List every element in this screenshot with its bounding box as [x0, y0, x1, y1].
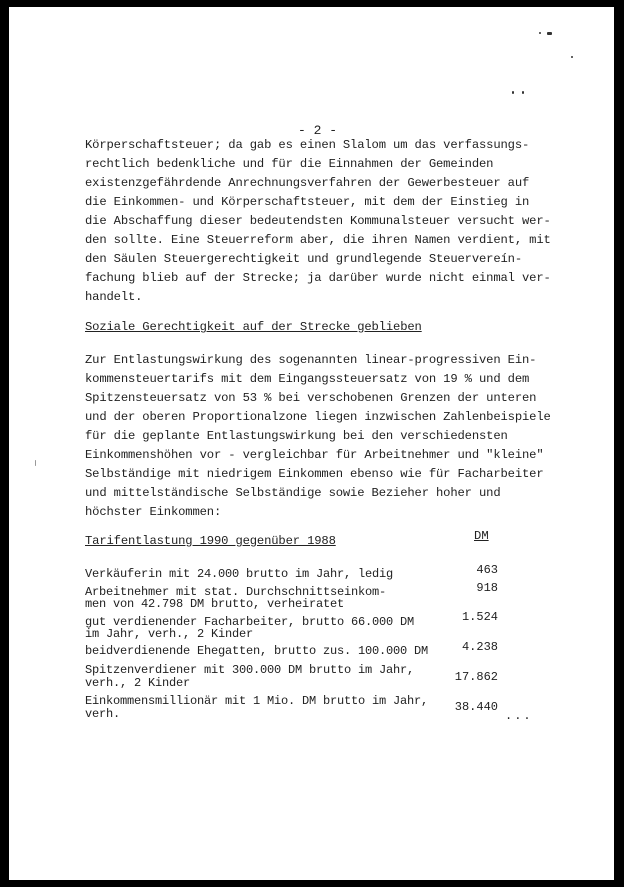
table-row-label: Verkäuferin mit 24.000 brutto im Jahr, ledig	[85, 567, 394, 581]
paragraph-line: existenzgefährdende Anrechnungsverfahren der Gewerbesteuer auf	[85, 176, 530, 190]
table-row-label: verh.	[85, 707, 121, 721]
paragraph-line: kommensteuertarifs mit dem Eingangssteuersatz von 19 % und dem	[85, 372, 530, 386]
table-row-label: men von 42.798 DM brutto, verheiratet	[85, 597, 345, 611]
table-row-value: 17.862	[454, 670, 498, 684]
paragraph-line: rechtlich bedenkliche und für die Einnahmen der Gemeinden	[85, 157, 494, 171]
scan-speck	[571, 56, 573, 58]
table-row-label: im Jahr, verh., 2 Kinder	[85, 627, 254, 641]
table-row-label: gut verdienender Facharbeiter, brutto 66.000 DM	[85, 615, 415, 629]
section-heading: Soziale Gerechtigkeit auf der Strecke geblieben	[85, 320, 422, 334]
scan-speck	[512, 91, 514, 94]
paragraph-line: Zur Entlastungswirkung des sogenannten linear-progressiven Ein-	[85, 353, 537, 367]
table-row-value: 1.524	[461, 610, 498, 624]
scan-speck	[35, 460, 36, 466]
paragraph-line: den sollte. Eine Steuerreform aber, die ihren Namen verdient, mit	[85, 233, 551, 247]
paragraph-line: handelt.	[85, 290, 143, 304]
paragraph-line: Selbständige mit niedrigem Einkommen ebenso wie für Facharbeiter	[85, 467, 544, 481]
table-row-label: Einkommensmillionär mit 1 Mio. DM brutto im Jahr,	[85, 694, 429, 708]
table-row-value: 4.238	[461, 640, 498, 654]
table-row-label: Spitzenverdiener mit 300.000 DM brutto im Jahr,	[85, 663, 415, 677]
table-row-label: beidverdienende Ehegatten, brutto zus. 100.000 DM	[85, 644, 429, 658]
table-header-label: Tarifentlastung 1990 gegenüber 1988	[85, 534, 336, 548]
paragraph-line: Spitzensteuersatz von 53 % bei verschobenen Grenzen der unteren	[85, 391, 537, 405]
paragraph-line: den Säulen Steuergerechtigkeit und grundlegende Steuervereín-	[85, 252, 522, 266]
table-row-value: 38.440	[454, 700, 498, 714]
table-header-unit: DM	[474, 529, 489, 543]
paragraph-line: die Einkommen- und Körperschaftsteuer, mit dem der Einstieg in	[85, 195, 530, 209]
table-row-value: 463	[476, 563, 498, 577]
continuation-mark: ...	[505, 709, 533, 723]
scan-speck	[547, 32, 552, 35]
scan-speck	[539, 32, 541, 34]
paragraph-line: Körperschaftsteuer; da gab es einen Slalom um das verfassungs-	[85, 138, 530, 152]
paragraph-line: Einkommenshöhen vor - vergleichbar für Arbeitnehmer und "kleine"	[85, 448, 544, 462]
paragraph-line: die Abschaffung dieser bedeutendsten Kommunalsteuer versucht wer-	[85, 214, 551, 228]
table-row-label: verh., 2 Kinder	[85, 676, 191, 690]
table-row-value: 918	[476, 581, 498, 595]
paragraph-line: für die geplante Entlastungswirkung bei den verschiedensten	[85, 429, 508, 443]
paragraph-line: und mittelständische Selbständige sowie Bezieher hoher und	[85, 486, 501, 500]
table-row-label: Arbeitnehmer mit stat. Durchschnittseinkom-	[85, 585, 387, 599]
page-number: - 2 -	[298, 123, 338, 138]
paragraph-line: fachung blieb auf der Strecke; ja darüber wurde nicht einmal ver-	[85, 271, 551, 285]
scan-speck	[522, 91, 524, 94]
paragraph-line: und der oberen Proportionalzone liegen inzwischen Zahlenbeispiele	[85, 410, 551, 424]
paragraph-line: höchster Einkommen:	[85, 505, 222, 519]
